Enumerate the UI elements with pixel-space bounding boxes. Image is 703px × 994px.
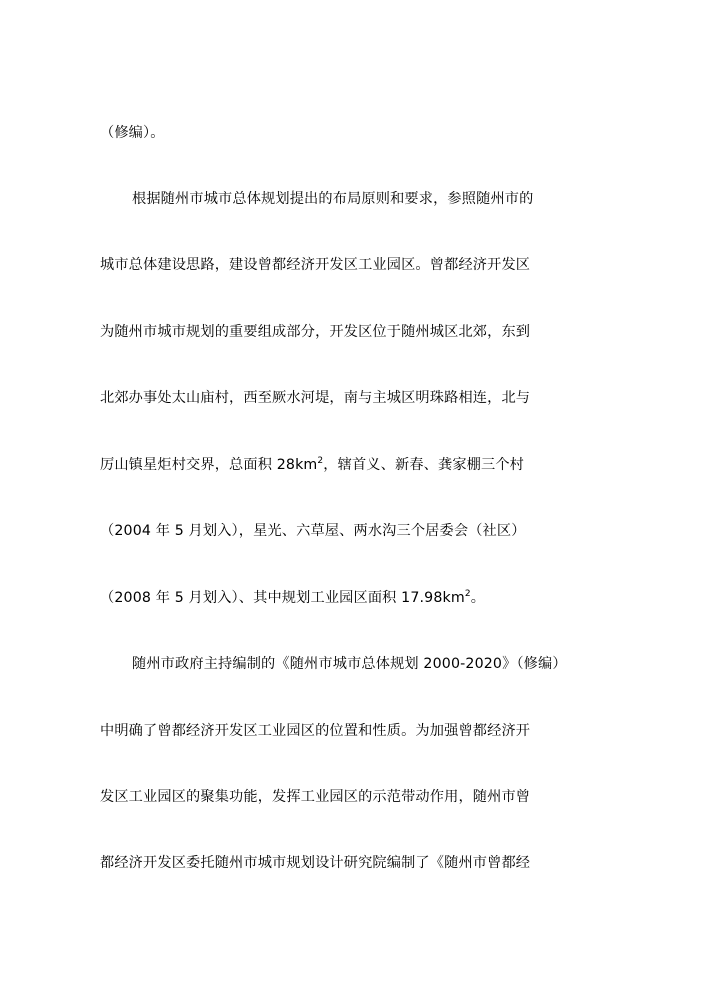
paragraph-line: 根据随州市城市总体规划提出的布局原则和要求，参照随州市的 <box>132 191 534 207</box>
paragraph-line <box>100 455 524 475</box>
line-text: （2008 年 5 月划入）、其中规划工业园区面积 17.98km <box>100 590 465 606</box>
paragraph-line: 都经济开发区委托随州市城市规划设计研究院编制了《随州市曾都经 <box>100 855 531 871</box>
paragraph-line: （修编）。 <box>100 125 165 141</box>
paragraph-line: 随州市政府主持编制的《随州市城市总体规划 2000-2020》（修编） <box>132 656 567 672</box>
superscript: 2 <box>464 589 471 599</box>
paragraph-line: 北郊办事处太山庙村，西至厥水河堤，南与主城区明珠路相连，北与 <box>100 390 531 406</box>
paragraph-line <box>100 588 485 608</box>
superscript: 2 <box>317 456 324 466</box>
paragraph-line: 发区工业园区的聚集功能，发挥工业园区的示范带动作用，随州市曾 <box>100 789 531 805</box>
line-text: ，辖首义、新春、龚家棚三个村 <box>323 457 525 473</box>
paragraph-line: 为随州市城市规划的重要组成部分，开发区位于随州城区北郊，东到 <box>100 324 531 340</box>
paragraph-line: 中明确了曾都经济开发区工业园区的位置和性质。为加强曾都经济开 <box>100 723 531 739</box>
paragraph-line: （2004 年 5 月划入），星光、六草屋、两水沟三个居委会（社区） <box>100 523 526 539</box>
paragraph-line: 城市总体建设思路，建设曾都经济开发区工业园区。曾都经济开发区 <box>100 257 531 273</box>
line-text: 。 <box>470 590 486 606</box>
line-text: 厉山镇星炬村交界，总面积 28km <box>100 457 318 473</box>
